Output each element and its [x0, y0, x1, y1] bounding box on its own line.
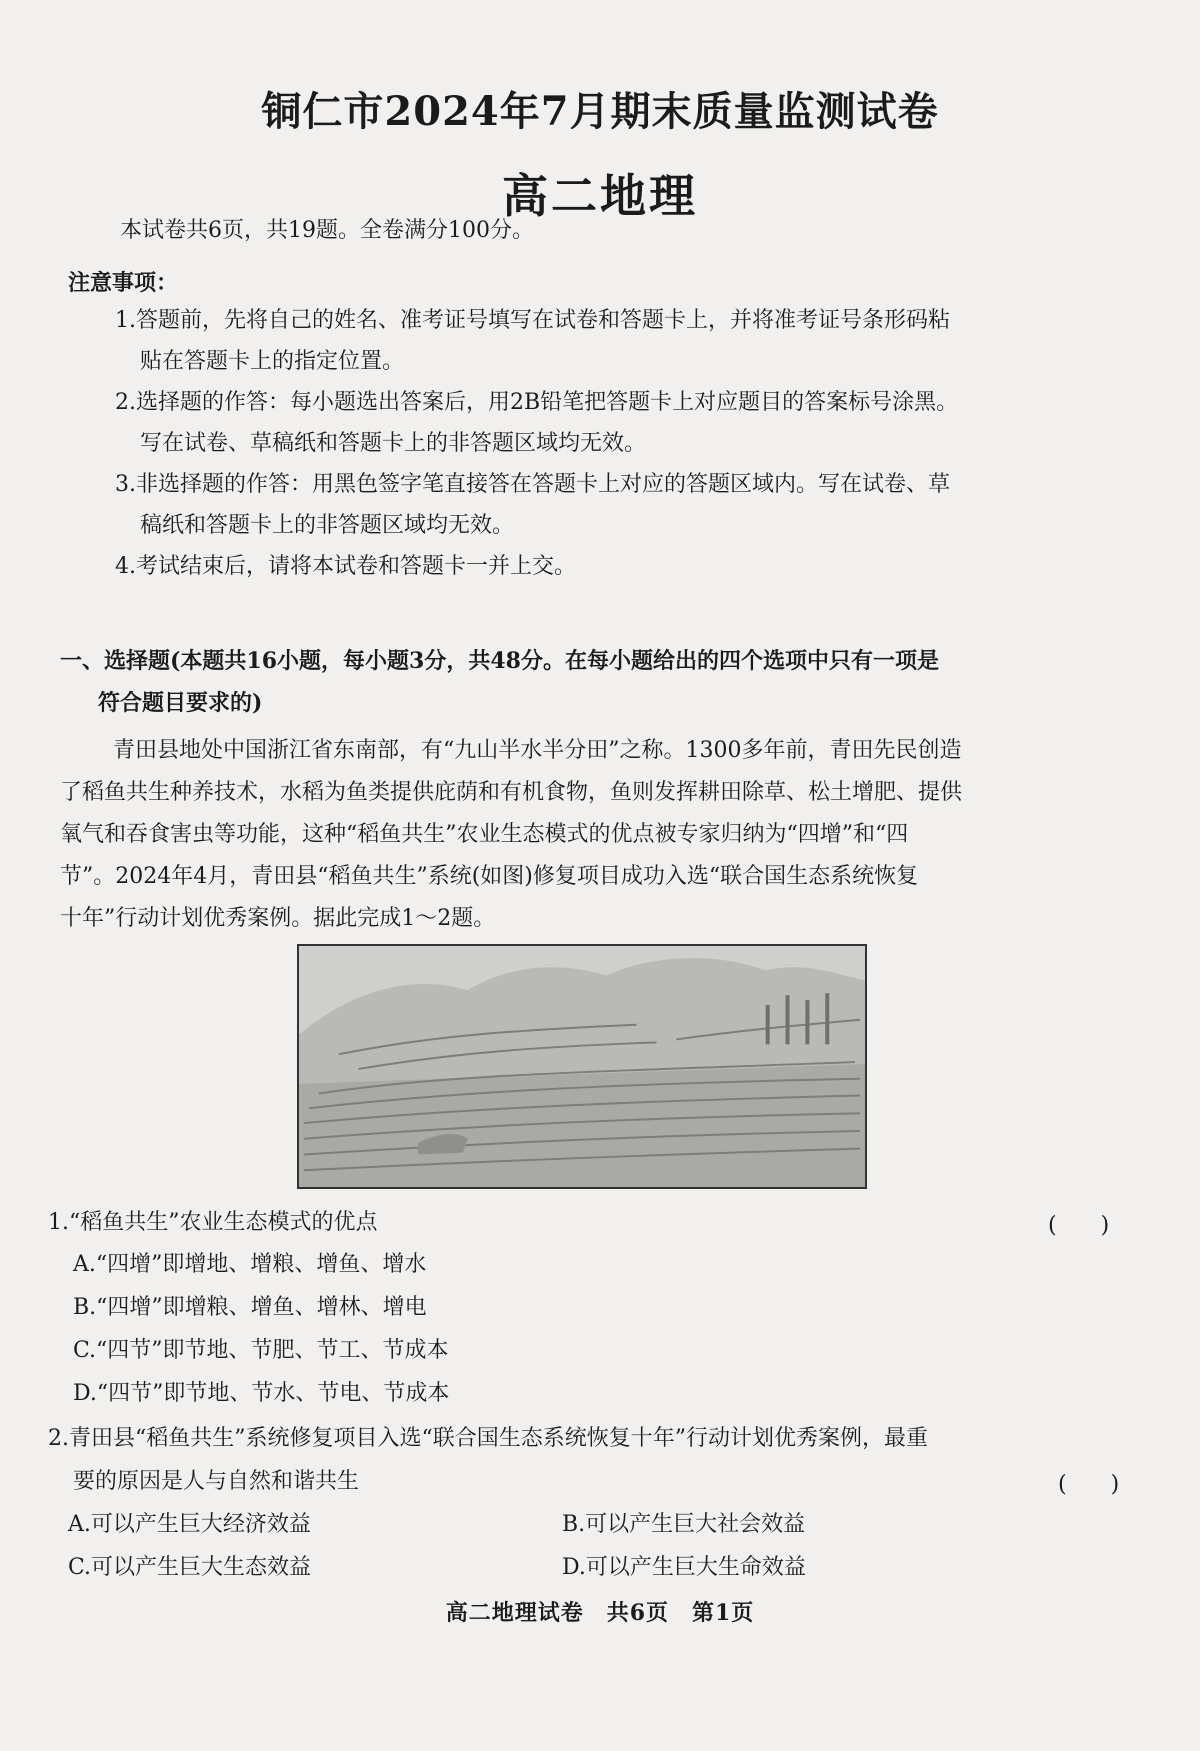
- question-2-stem-line-2: 要的原因是人与自然和谐共生: [73, 1469, 360, 1494]
- passage-line-1: 青田县地处中国浙江省东南部，有“九山半水半分田”之称。1300多年前，青田先民创造: [113, 738, 962, 763]
- question-2-option-d: D.可以产生巨大生命效益: [562, 1555, 806, 1580]
- question-1-option-a: A.“四增”即增地、增粮、增鱼、增水: [73, 1252, 427, 1277]
- notice-item-1-line-1: 1.答题前，先将自己的姓名、准考证号填写在试卷和答题卡上，并将准考证号条形码粘: [115, 308, 950, 333]
- question-2-answer-bracket: ( ): [1058, 1472, 1120, 1497]
- notice-item-2-line-1: 2.选择题的作答：每小题选出答案后，用2B铅笔把答题卡上对应题目的答案标号涂黑。: [115, 390, 959, 415]
- subject-title: 高二地理: [502, 169, 698, 223]
- section-heading-line-2: 符合题目要求的): [98, 690, 263, 716]
- notice-heading: 注意事项：: [68, 270, 179, 296]
- question-2-stem-line-1: 2.青田县“稻鱼共生”系统修复项目入选“联合国生态系统恢复十年”行动计划优秀案例，最重: [48, 1426, 928, 1451]
- passage-line-4: 节”。2024年4月，青田县“稻鱼共生”系统(如图)修复项目成功入选“联合国生态系统恢复: [60, 864, 919, 889]
- question-1-option-d: D.“四节”即节地、节水、节电、节成本: [73, 1381, 450, 1406]
- page-footer: 高二地理试卷 共6页 第1页: [445, 1600, 755, 1626]
- section-heading-line-1: 一、选择题(本题共16小题，每小题3分，共48分。在每小题给出的四个选项中只有一项是: [60, 648, 939, 674]
- question-1-option-b: B.“四增”即增粮、增鱼、增林、增电: [73, 1295, 427, 1320]
- question-1-answer-bracket: ( ): [1048, 1213, 1110, 1238]
- question-2-option-a: A.可以产生巨大经济效益: [68, 1512, 311, 1537]
- notice-item-3-line-2: 稿纸和答题卡上的非答题区域均无效。: [140, 513, 515, 538]
- rice-fish-terrace-photo: [297, 944, 867, 1189]
- question-2-option-b: B.可以产生巨大社会效益: [562, 1512, 806, 1537]
- notice-item-1-line-2: 贴在答题卡上的指定位置。: [140, 349, 405, 374]
- notice-item-2-line-2: 写在试卷、草稿纸和答题卡上的非答题区域均无效。: [140, 431, 647, 456]
- question-1-stem: 1.“稻鱼共生”农业生态模式的优点: [48, 1210, 378, 1235]
- passage-line-5: 十年”行动计划优秀案例。据此完成1～2题。: [60, 906, 496, 931]
- exam-intro: 本试卷共6页，共19题。全卷满分100分。: [120, 218, 534, 243]
- question-2-option-c: C.可以产生巨大生态效益: [68, 1555, 312, 1580]
- passage-line-2: 了稻鱼共生种养技术，水稻为鱼类提供庇荫和有机食物，鱼则发挥耕田除草、松土增肥、提供: [60, 780, 963, 805]
- exam-title: 铜仁市2024年7月期末质量监测试卷: [261, 88, 939, 135]
- notice-item-3-line-1: 3.非选择题的作答：用黑色签字笔直接答在答题卡上对应的答题区域内。写在试卷、草: [115, 472, 950, 497]
- notice-item-4: 4.考试结束后，请将本试卷和答题卡一并上交。: [115, 554, 576, 579]
- passage-line-3: 氧气和吞食害虫等功能，这种“稻鱼共生”农业生态模式的优点被专家归纳为“四增”和“四: [60, 822, 909, 847]
- question-1-option-c: C.“四节”即节地、节肥、节工、节成本: [73, 1338, 449, 1363]
